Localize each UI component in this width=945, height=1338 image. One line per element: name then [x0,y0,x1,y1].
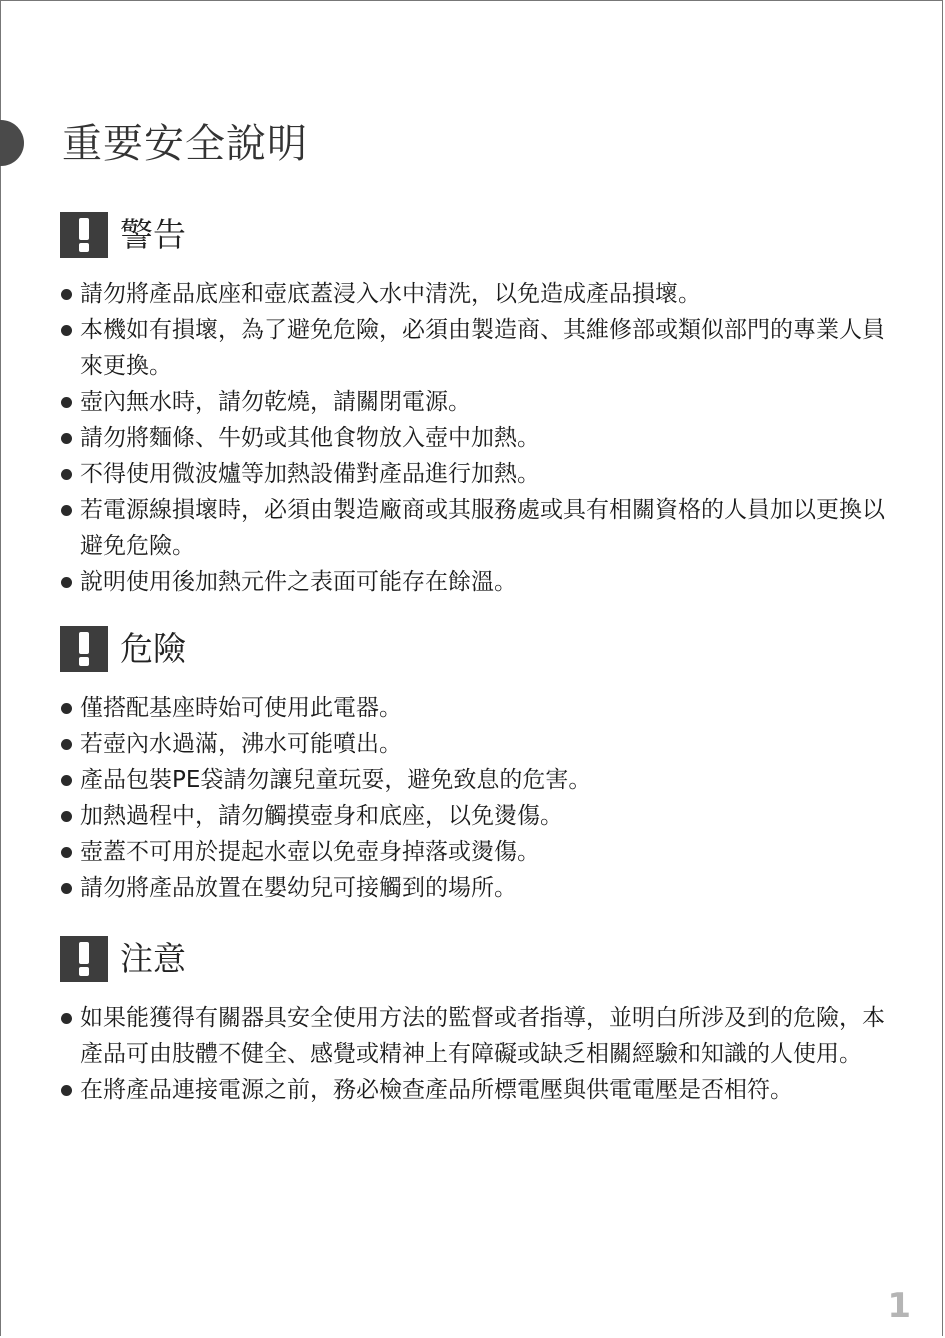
section-title: 危險 [120,629,186,668]
bullet [61,739,72,750]
bullet [61,505,72,516]
bullet [61,1013,72,1024]
section-title: 警告 [120,215,186,254]
section-caution [60,936,890,1108]
list-item: 在將產品連接電源之前，務必檢查產品所標電壓與供電電壓是否相符。 [60,1072,890,1108]
bullet [61,847,72,858]
list-item: 壺內無水時，請勿乾燒，請關閉電源。 [60,384,890,420]
bullet [61,289,72,300]
page-number: 1 [887,1286,911,1326]
list-item: 不得使用微波爐等加熱設備對產品進行加熱。 [60,456,890,492]
list-item: 若電源線損壞時，必須由製造廠商或其服務處或具有相關資格的人員加以更換以避免危險。 [60,492,890,564]
bullet [61,775,72,786]
bullet [61,1085,72,1096]
section-danger [60,626,890,906]
section-header [60,936,890,982]
list-item: 加熱過程中，請勿觸摸壺身和底座，以免燙傷。 [60,798,890,834]
bullet [61,397,72,408]
list-item: 說明使用後加熱元件之表面可能存在餘溫。 [60,564,890,600]
section-title: 注意 [120,939,186,978]
section-header [60,626,890,672]
exclamation-icon [60,626,108,672]
page-title: 重要安全說明 [62,121,308,167]
bullet [61,703,72,714]
list-item: 請勿將產品放置在嬰幼兒可接觸到的場所。 [60,870,890,906]
list-item: 產品包裝PE袋請勿讓兒童玩耍，避免致息的危害。 [60,762,890,798]
section-header [60,212,890,258]
list-item: 本機如有損壞，為了避免危險，必須由製造商、其維修部或類似部門的專業人員來更換。 [60,312,890,384]
list-item: 請勿將產品底座和壺底蓋浸入水中清洗，以免造成產品損壞。 [60,276,890,312]
list-item: 請勿將麵條、牛奶或其他食物放入壺中加熱。 [60,420,890,456]
list-item: 若壺內水過滿，沸水可能噴出。 [60,726,890,762]
section-warning [60,212,890,600]
bullet [61,811,72,822]
bullet [61,469,72,480]
exclamation-icon [60,936,108,982]
exclamation-icon [60,212,108,258]
list-item: 僅搭配基座時始可使用此電器。 [60,690,890,726]
list-item: 如果能獲得有關器具安全使用方法的監督或者指導，並明白所涉及到的危險，本產品可由肢體不健全、感覺或精神上有障礙或缺乏相關經驗和知識的人使用。 [60,1000,890,1072]
bullet [61,325,72,336]
list-item: 壺蓋不可用於提起水壺以免壺身掉落或燙傷。 [60,834,890,870]
bullet [61,883,72,894]
bullet [61,433,72,444]
bullet [61,577,72,588]
